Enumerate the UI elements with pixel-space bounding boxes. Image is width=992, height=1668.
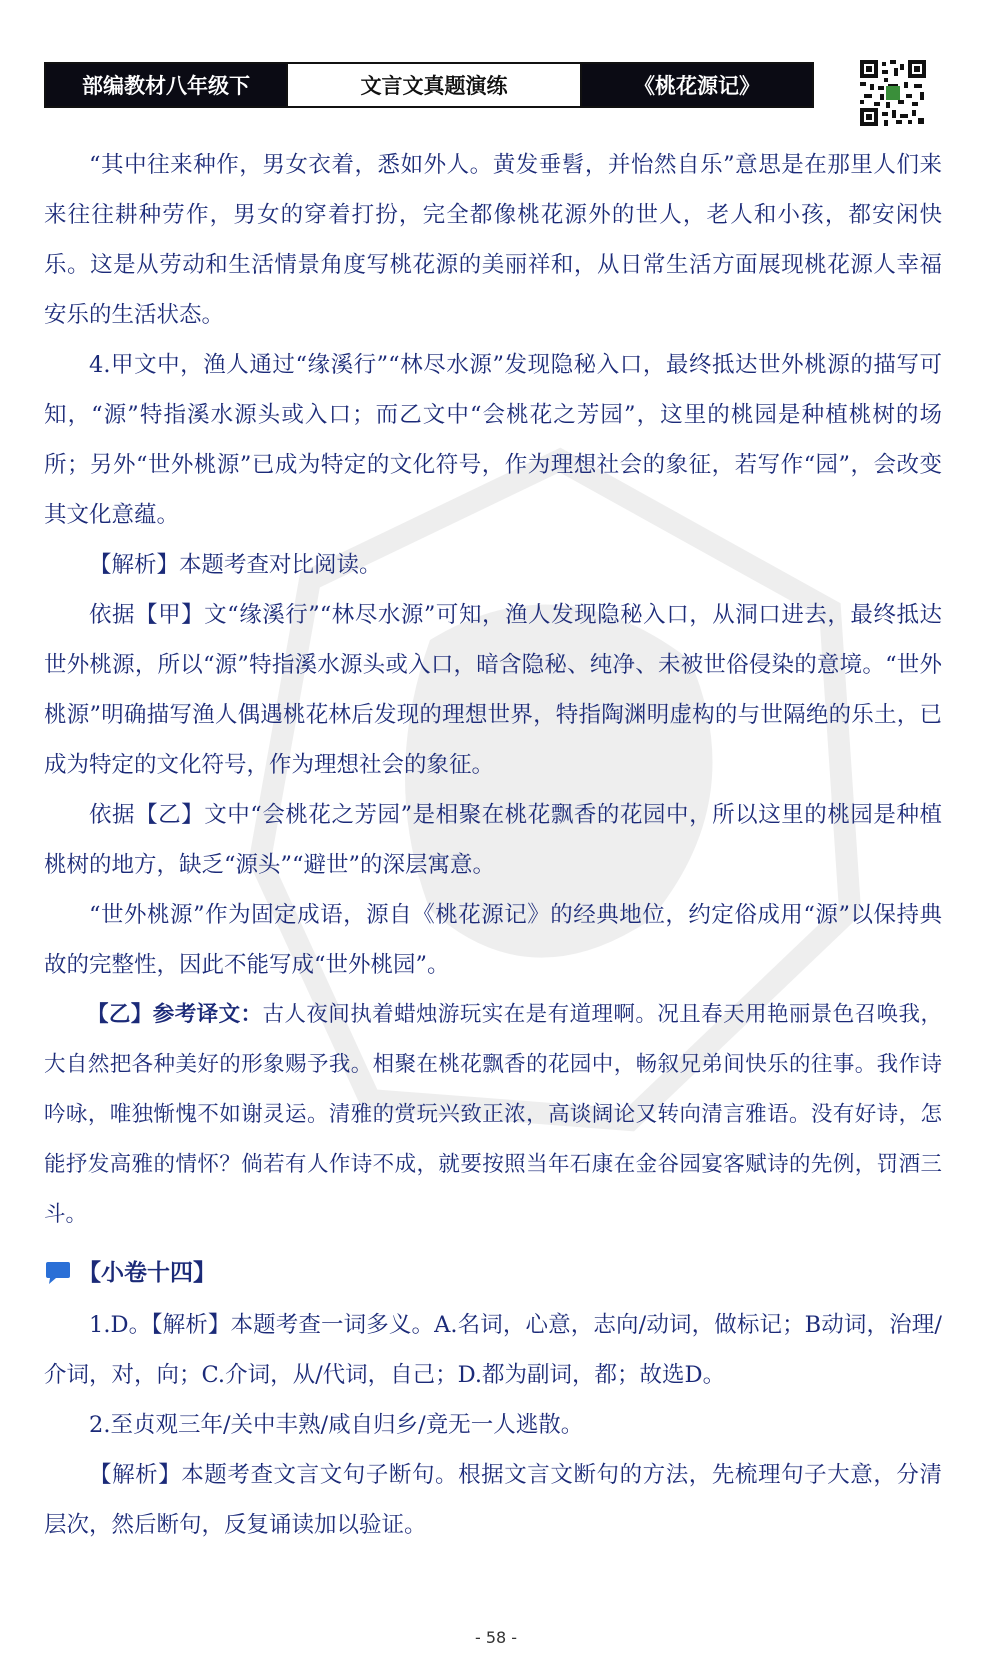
- chat-bubble-icon: [44, 1261, 72, 1285]
- section-heading: [44, 1250, 942, 1296]
- page-content: [44, 140, 942, 1550]
- paragraph: 依据【甲】文“缘溪行”“林尽水源”可知，渔人发现隐秘入口，从洞口进去，最终抵达世外桃源，所以“源”特指溪水源头或入口，暗含隐秘、纯净、未被世俗侵染的意境。“世外桃源”明确描写渔人偶遇桃花林后发现的理想世界，特指陶渊明虚构的与世隔绝的乐土，已成为特定的文化符号，作为理想社会的象征。: [44, 602, 942, 778]
- reference-translation: [44, 990, 942, 1240]
- header-lesson: 《桃花源记》: [582, 64, 812, 106]
- reference-text: 古人夜间执着蜡烛游玩实在是有道理啊。况且春天用艳丽景色召唤我，大自然把各种美好的形象赐予我。相聚在桃花飘香的花园中，畅叙兄弟间快乐的往事。我作诗吟咏，唯独惭愧不如谢灵运。清雅的赏玩兴致正浓，高谈阔论又转向清言雅语。没有好诗，怎能抒发高雅的情怀？倘若有人作诗不成，就要按照当年石康在金谷园宴客赋诗的先例，罚酒三斗。: [44, 1002, 942, 1227]
- answer-item: 【解析】本题考查文言文句子断句。根据文言文断句的方法，先梳理句子大意，分清层次，然后断句，反复诵读加以验证。: [44, 1462, 942, 1538]
- header-title: 文言文真题演练: [286, 64, 582, 106]
- reference-label: 【乙】参考译文：: [87, 1002, 263, 1027]
- section-title: 【小卷十四】: [78, 1260, 216, 1286]
- paragraph: 【解析】本题考查对比阅读。: [89, 552, 382, 578]
- qr-code-icon: [860, 60, 926, 126]
- paragraph: “其中往来种作，男女衣着，悉如外人。黄发垂髫，并怡然自乐”意思是在那里人们来来往往耕种劳作，男女的穿着打扮，完全都像桃花源外的世人，老人和小孩，都安闲快乐。这是从劳动和生活情景角度写桃花源的美丽祥和，从日常生活方面展现桃花源人幸福安乐的生活状态。: [44, 152, 942, 328]
- paragraph: “世外桃源”作为固定成语，源自《桃花源记》的经典地位，约定俗成用“源”以保持典故的完整性，因此不能写成“世外桃园”。: [44, 902, 942, 978]
- header-grade: 部编教材八年级下: [46, 64, 286, 106]
- page-number: - 58 -: [474, 1628, 518, 1647]
- paragraph: 4.甲文中，渔人通过“缘溪行”“林尽水源”发现隐秘入口，最终抵达世外桃源的描写可知，“源”特指溪水源头或入口；而乙文中“会桃花之芳园”，这里的桃园是种植桃树的场所；另外“世外桃源”已成为特定的文化符号，作为理想社会的象征，若写作“园”，会改变其文化意蕴。: [44, 352, 942, 528]
- page-header: [44, 62, 814, 108]
- answer-item: 2.至贞观三年/关中丰熟/咸自归乡/竟无一人逃散。: [89, 1412, 584, 1438]
- paragraph: 依据【乙】文中“会桃花之芳园”是相聚在桃花飘香的花园中，所以这里的桃园是种植桃树的地方，缺乏“源头”“避世”的深层寓意。: [44, 802, 942, 878]
- answer-item: 1.D。【解析】本题考查一词多义。A.名词，心意，志向/动词，做标记；B动词，治理/介词，对，向；C.介词，从/代词，自己；D.都为副词，都；故选D。: [44, 1312, 942, 1388]
